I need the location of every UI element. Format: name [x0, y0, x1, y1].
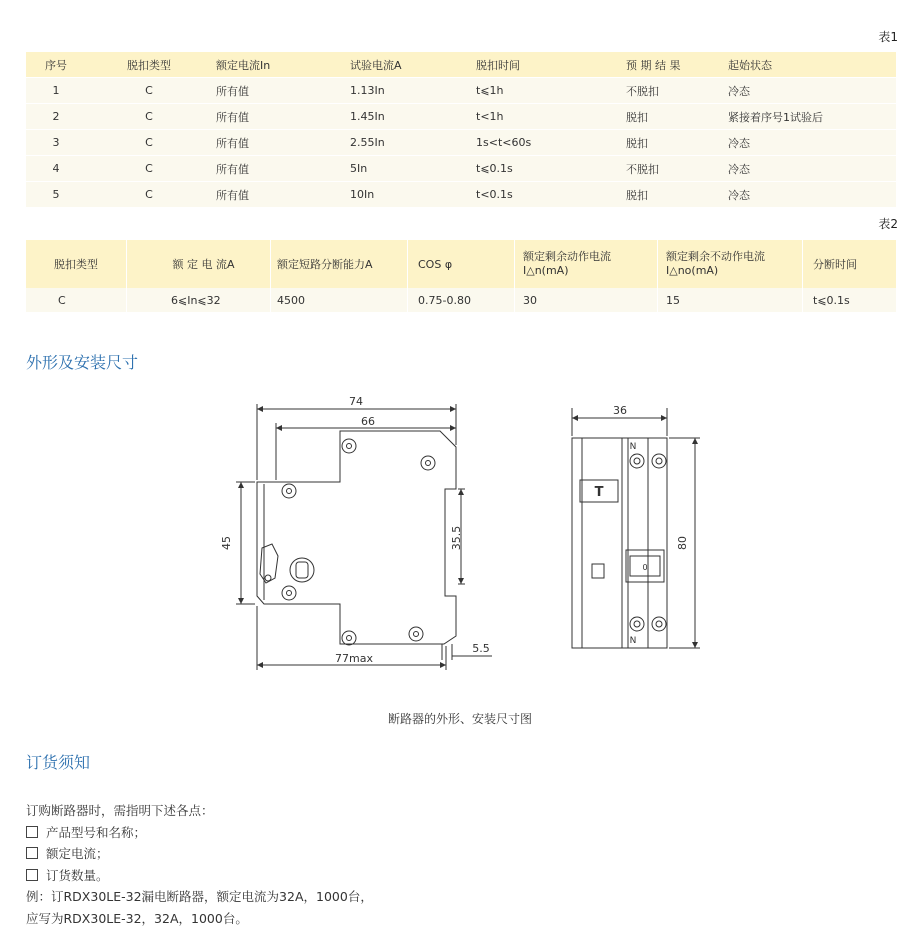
order-example-line1: 例：订RDX30LE-32漏电断路器，额定电流为32A，1000台， — [26, 889, 373, 904]
table-cell: 5In — [346, 156, 472, 182]
terminal-n-bottom: N — [629, 636, 637, 646]
table-row — [26, 288, 896, 312]
order-intro: 订购断路器时，需指明下述各点： — [26, 803, 214, 818]
dim-35-5: 35.5 — [450, 525, 463, 551]
table-cell: 所有值 — [212, 130, 346, 156]
table1-header: 起始状态 — [724, 52, 896, 78]
table-cell: 1.45In — [346, 104, 472, 130]
dim-66: 66 — [361, 415, 375, 428]
table1-label: 表1 — [878, 30, 898, 44]
table1-header: 额定电流In — [212, 52, 346, 78]
table-cell: t⩽1h — [472, 78, 622, 104]
table-row — [26, 156, 896, 182]
table-cell: t<0.1s — [472, 182, 622, 208]
table-cell: C — [26, 288, 127, 312]
table-cell: 不脱扣 — [622, 156, 724, 182]
table-cell: C — [86, 156, 212, 182]
test-button-label: T — [594, 485, 604, 500]
table-cell: t⩽0.1s — [472, 156, 622, 182]
list-item — [26, 843, 373, 865]
list-item — [26, 822, 373, 844]
table-cell: 2 — [26, 104, 86, 130]
list-item-label: 订货数量。 — [46, 867, 109, 883]
table1-header: 预 期 结 果 — [622, 52, 724, 78]
table-cell: 冷态 — [724, 182, 896, 208]
section-title-ordering: 订货须知 — [26, 753, 91, 772]
list-item-label: 产品型号和名称； — [46, 824, 147, 840]
table-cell: C — [86, 130, 212, 156]
table-cell: 3 — [26, 130, 86, 156]
table-cell: 紧接着序号1试验后 — [724, 104, 896, 130]
table-cell: 不脱扣 — [622, 78, 724, 104]
table-row — [26, 130, 896, 156]
table1-header: 脱扣类型 — [86, 52, 212, 78]
checkbox-icon — [26, 869, 38, 881]
table-cell: C — [86, 104, 212, 130]
table2 — [26, 240, 896, 312]
dim-5-5: 5.5 — [472, 642, 490, 655]
table-cell: 5 — [26, 182, 86, 208]
table-cell: 10In — [346, 182, 472, 208]
table2-header: 分断时间 — [803, 240, 897, 288]
table-cell: 所有值 — [212, 182, 346, 208]
dim-80: 80 — [676, 536, 689, 550]
table-cell: 4500 — [271, 288, 408, 312]
table2-header: 脱扣类型 — [26, 240, 127, 288]
table-cell: 2.55In — [346, 130, 472, 156]
table-cell: C — [86, 182, 212, 208]
table1-header-row — [26, 52, 896, 78]
table-cell: t⩽0.1s — [803, 288, 897, 312]
table-cell: 脱扣 — [622, 104, 724, 130]
table-cell: 1 — [26, 78, 86, 104]
table-cell: 30 — [515, 288, 658, 312]
table-row — [26, 78, 896, 104]
table-cell: 脱扣 — [622, 130, 724, 156]
table-cell: 脱扣 — [622, 182, 724, 208]
table2-header: 额定剩余动作电流 I△n(mA) — [515, 240, 658, 288]
table-cell: 15 — [658, 288, 803, 312]
table2-header: 额 定 电 流A — [127, 240, 271, 288]
table2-label: 表2 — [878, 217, 898, 231]
checkbox-icon — [26, 826, 38, 838]
table2-header-row — [26, 240, 896, 288]
order-notes — [26, 800, 373, 929]
table-cell: 所有值 — [212, 156, 346, 182]
checkbox-icon — [26, 847, 38, 859]
table-cell: 4 — [26, 156, 86, 182]
table-cell: 冷态 — [724, 78, 896, 104]
breaker-dimension-drawing — [0, 380, 920, 700]
table-cell: 0.75-0.80 — [408, 288, 515, 312]
section-title-dimensions: 外形及安装尺寸 — [26, 353, 139, 372]
table-row — [26, 104, 896, 130]
table2-header: 额定短路分断能力A — [271, 240, 408, 288]
dim-45: 45 — [220, 536, 233, 550]
table2-header: COS φ — [408, 240, 515, 288]
table1-header: 脱扣时间 — [472, 52, 622, 78]
table-cell: C — [86, 78, 212, 104]
order-example-line2: 应写为RDX30LE-32，32A，1000台。 — [26, 910, 248, 926]
terminal-n-top: N — [629, 442, 637, 452]
table-cell: 1s<t<60s — [472, 130, 622, 156]
drawing-caption: 断路器的外形、安装尺寸图 — [387, 712, 532, 726]
table2-header: 额定剩余不动作电流 I△no(mA) — [658, 240, 803, 288]
list-item-label: 额定电流； — [46, 846, 109, 861]
dim-77max: 77max — [335, 652, 373, 665]
table-cell: t<1h — [472, 104, 622, 130]
table-cell: 6⩽In⩽32 — [127, 288, 271, 312]
table1-header: 试验电流A — [346, 52, 472, 78]
table-cell: 所有值 — [212, 78, 346, 104]
table-cell: 冷态 — [724, 156, 896, 182]
table-cell: 冷态 — [724, 130, 896, 156]
table-cell: 1.13In — [346, 78, 472, 104]
table1-header: 序号 — [26, 52, 86, 78]
dim-36: 36 — [613, 404, 627, 417]
table-row — [26, 182, 896, 208]
dim-74: 74 — [349, 395, 363, 408]
table-cell: 所有值 — [212, 104, 346, 130]
list-item — [26, 865, 373, 887]
handle-label: 0 — [642, 563, 648, 572]
table1 — [26, 52, 896, 208]
